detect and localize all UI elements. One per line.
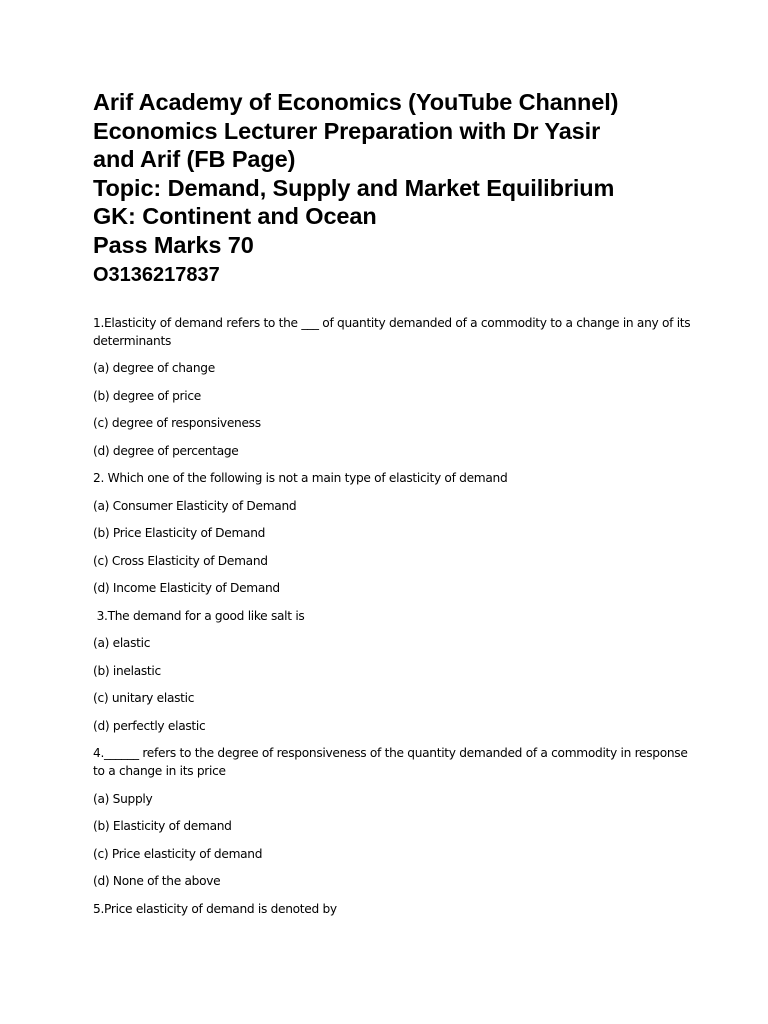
answer-option: (a) degree of change <box>93 361 215 376</box>
header-line-pass-marks: Pass Marks 70 <box>93 231 254 258</box>
question-text: 4.______ refers to the degree of responsiveness of the quantity demanded of a commodity in response to a change in its price <box>93 746 692 779</box>
answer-option: (c) unitary elastic <box>93 691 195 706</box>
header-line-topic: Topic: Demand, Supply and Market Equilibrium <box>93 174 615 201</box>
question-text: 1.Elasticity of demand refers to the ___ of quantity demanded of a commodity to a change in any of its determinants <box>93 315 694 348</box>
answer-option: (a) Supply <box>93 791 153 806</box>
header-line-lecturer: Economics Lecturer Preparation with Dr Yasir <box>93 117 601 144</box>
answer-option: (d) degree of percentage <box>93 443 239 458</box>
header-line-academy: Arif Academy of Economics (YouTube Channel) <box>93 89 619 115</box>
question-text: 5.Price elasticity of demand is denoted by <box>93 901 337 916</box>
answer-option: (a) Consumer Elasticity of Demand <box>93 498 297 513</box>
answer-option: (c) Price elasticity of demand <box>93 846 263 861</box>
answer-option: (b) Price Elasticity of Demand <box>93 526 266 541</box>
document-header <box>93 88 693 260</box>
answer-option: (c) degree of responsiveness <box>93 416 261 431</box>
answer-option: (b) inelastic <box>93 663 161 678</box>
answer-option: (b) degree of price <box>93 388 201 403</box>
answer-option: (c) Cross Elasticity of Demand <box>93 553 268 568</box>
answer-option: (b) Elasticity of demand <box>93 819 232 834</box>
question-text: 2. Which one of the following is not a main type of elasticity of demand <box>93 471 508 486</box>
header-line-gk: GK: Continent and Ocean <box>93 203 377 230</box>
answer-option: (d) Income Elasticity of Demand <box>93 581 280 596</box>
header-line-fb-page: and Arif (FB Page) <box>93 146 296 173</box>
phone-number: O3136217837 <box>93 263 220 286</box>
answer-option: (d) perfectly elastic <box>93 718 206 733</box>
answer-option: (d) None of the above <box>93 874 221 889</box>
document-page <box>93 88 693 927</box>
question-list <box>93 314 693 918</box>
question-text: 3.The demand for a good like salt is <box>93 608 305 623</box>
answer-option: (a) elastic <box>93 636 151 651</box>
